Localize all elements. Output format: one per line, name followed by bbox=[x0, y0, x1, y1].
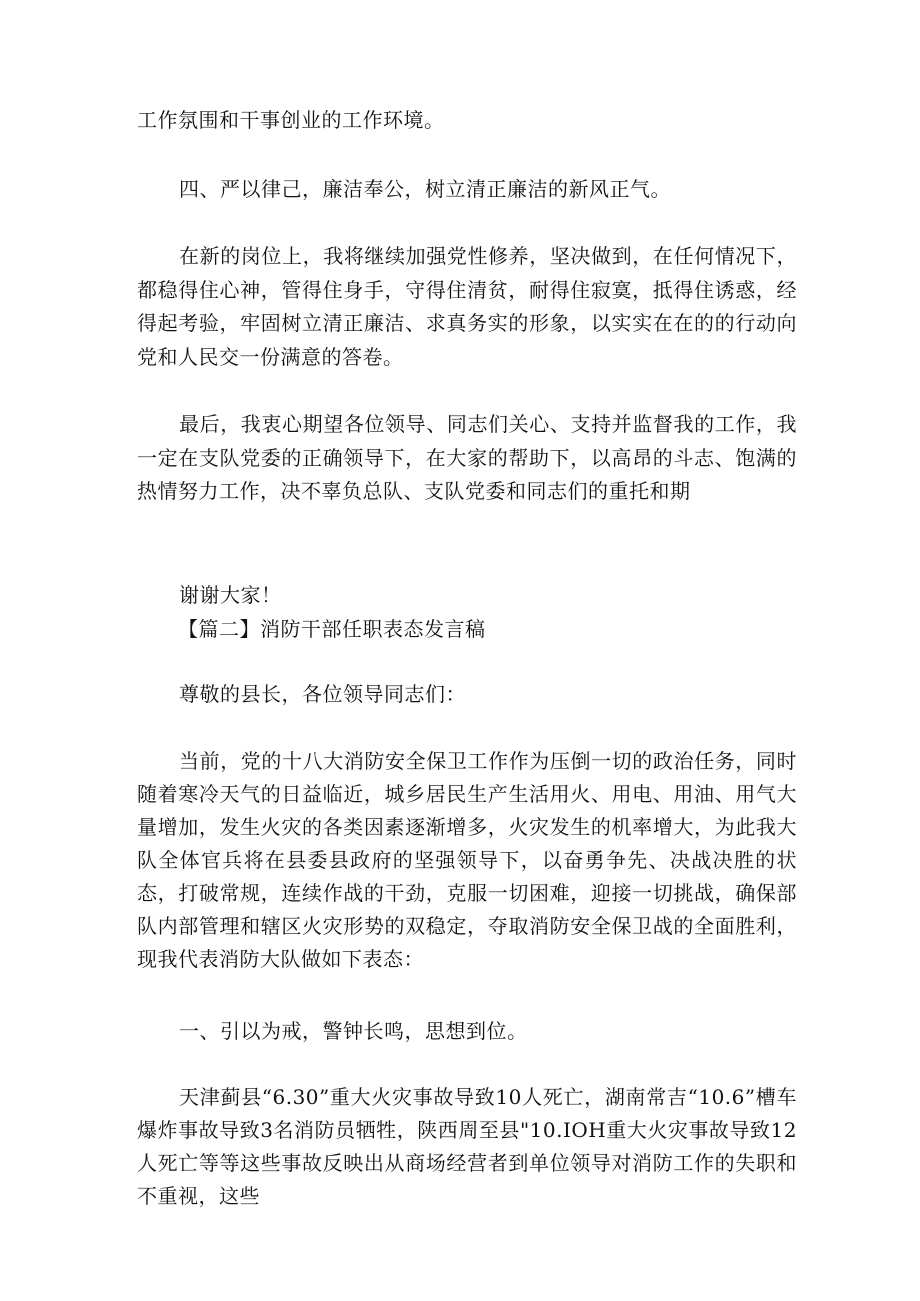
paragraph-new-post: 在新的岗位上，我将继续加强党性修养，坚决做到，在任何情况下，都稳得住心神，管得住身手，守得住清贫，耐得住寂寞，抵得住诱惑，经得起考验，牢固树立清正廉洁、求真务实的形象，以实实在在的的行动向党和人民交一份满意的答卷。 bbox=[137, 244, 797, 369]
section-heading-four: 四、严以律己，廉洁奉公，树立清正廉洁的新风正气。 bbox=[179, 177, 671, 201]
paragraph-continuation: 工作氛围和干事创业的工作环境。 bbox=[137, 108, 445, 132]
section-heading-one: 一、引以为戒，警钟长鸣，思想到位。 bbox=[179, 1019, 528, 1043]
thanks-line: 谢谢大家！ bbox=[179, 583, 282, 607]
section-title: 【篇二】消防干部任职表态发言稿 bbox=[178, 617, 486, 641]
salutation: 尊敬的县长，各位领导同志们： bbox=[179, 682, 466, 706]
paragraph-finally: 最后，我衷心期望各位领导、同志们关心、支持并监督我的工作，我一定在支队党委的正确领导下，在大家的帮助下，以高昂的斗志、饱满的热情努力工作，决不辜负总队、支队党委和同志们的重托和期 bbox=[137, 412, 797, 503]
paragraph-current: 当前，党的十八大消防安全保卫工作作为压倒一切的政治任务，同时随着寒冷天气的日益临近，城乡居民生产生活用火、用电、用油、用气大量增加，发生火灾的各类因素逐渐增多，火灾发生的机率增大，为此我大队全体官兵将在县委县政府的坚强领导下，以奋勇争先、决战决胜的状态，打破常规，连续作战的干劲，克服一切困难，迎接一切挑战，确保部队内部管理和辖区火灾形势的双稳定，夺取消防安全保卫战的全面胜利，现我代表消防大队做如下表态： bbox=[137, 749, 797, 971]
paragraph-tianjin: 天津蓟县“6.30”重大火灾事故导致10人死亡，湖南常吉“10.6”槽车爆炸事故导致3名消防员牺牲，陕西周至县"10.IOH重大火灾事故导致12人死亡等等这些事故反映出从商场经营者到单位领导对消防工作的失职和不重视，这些 bbox=[137, 1085, 797, 1208]
